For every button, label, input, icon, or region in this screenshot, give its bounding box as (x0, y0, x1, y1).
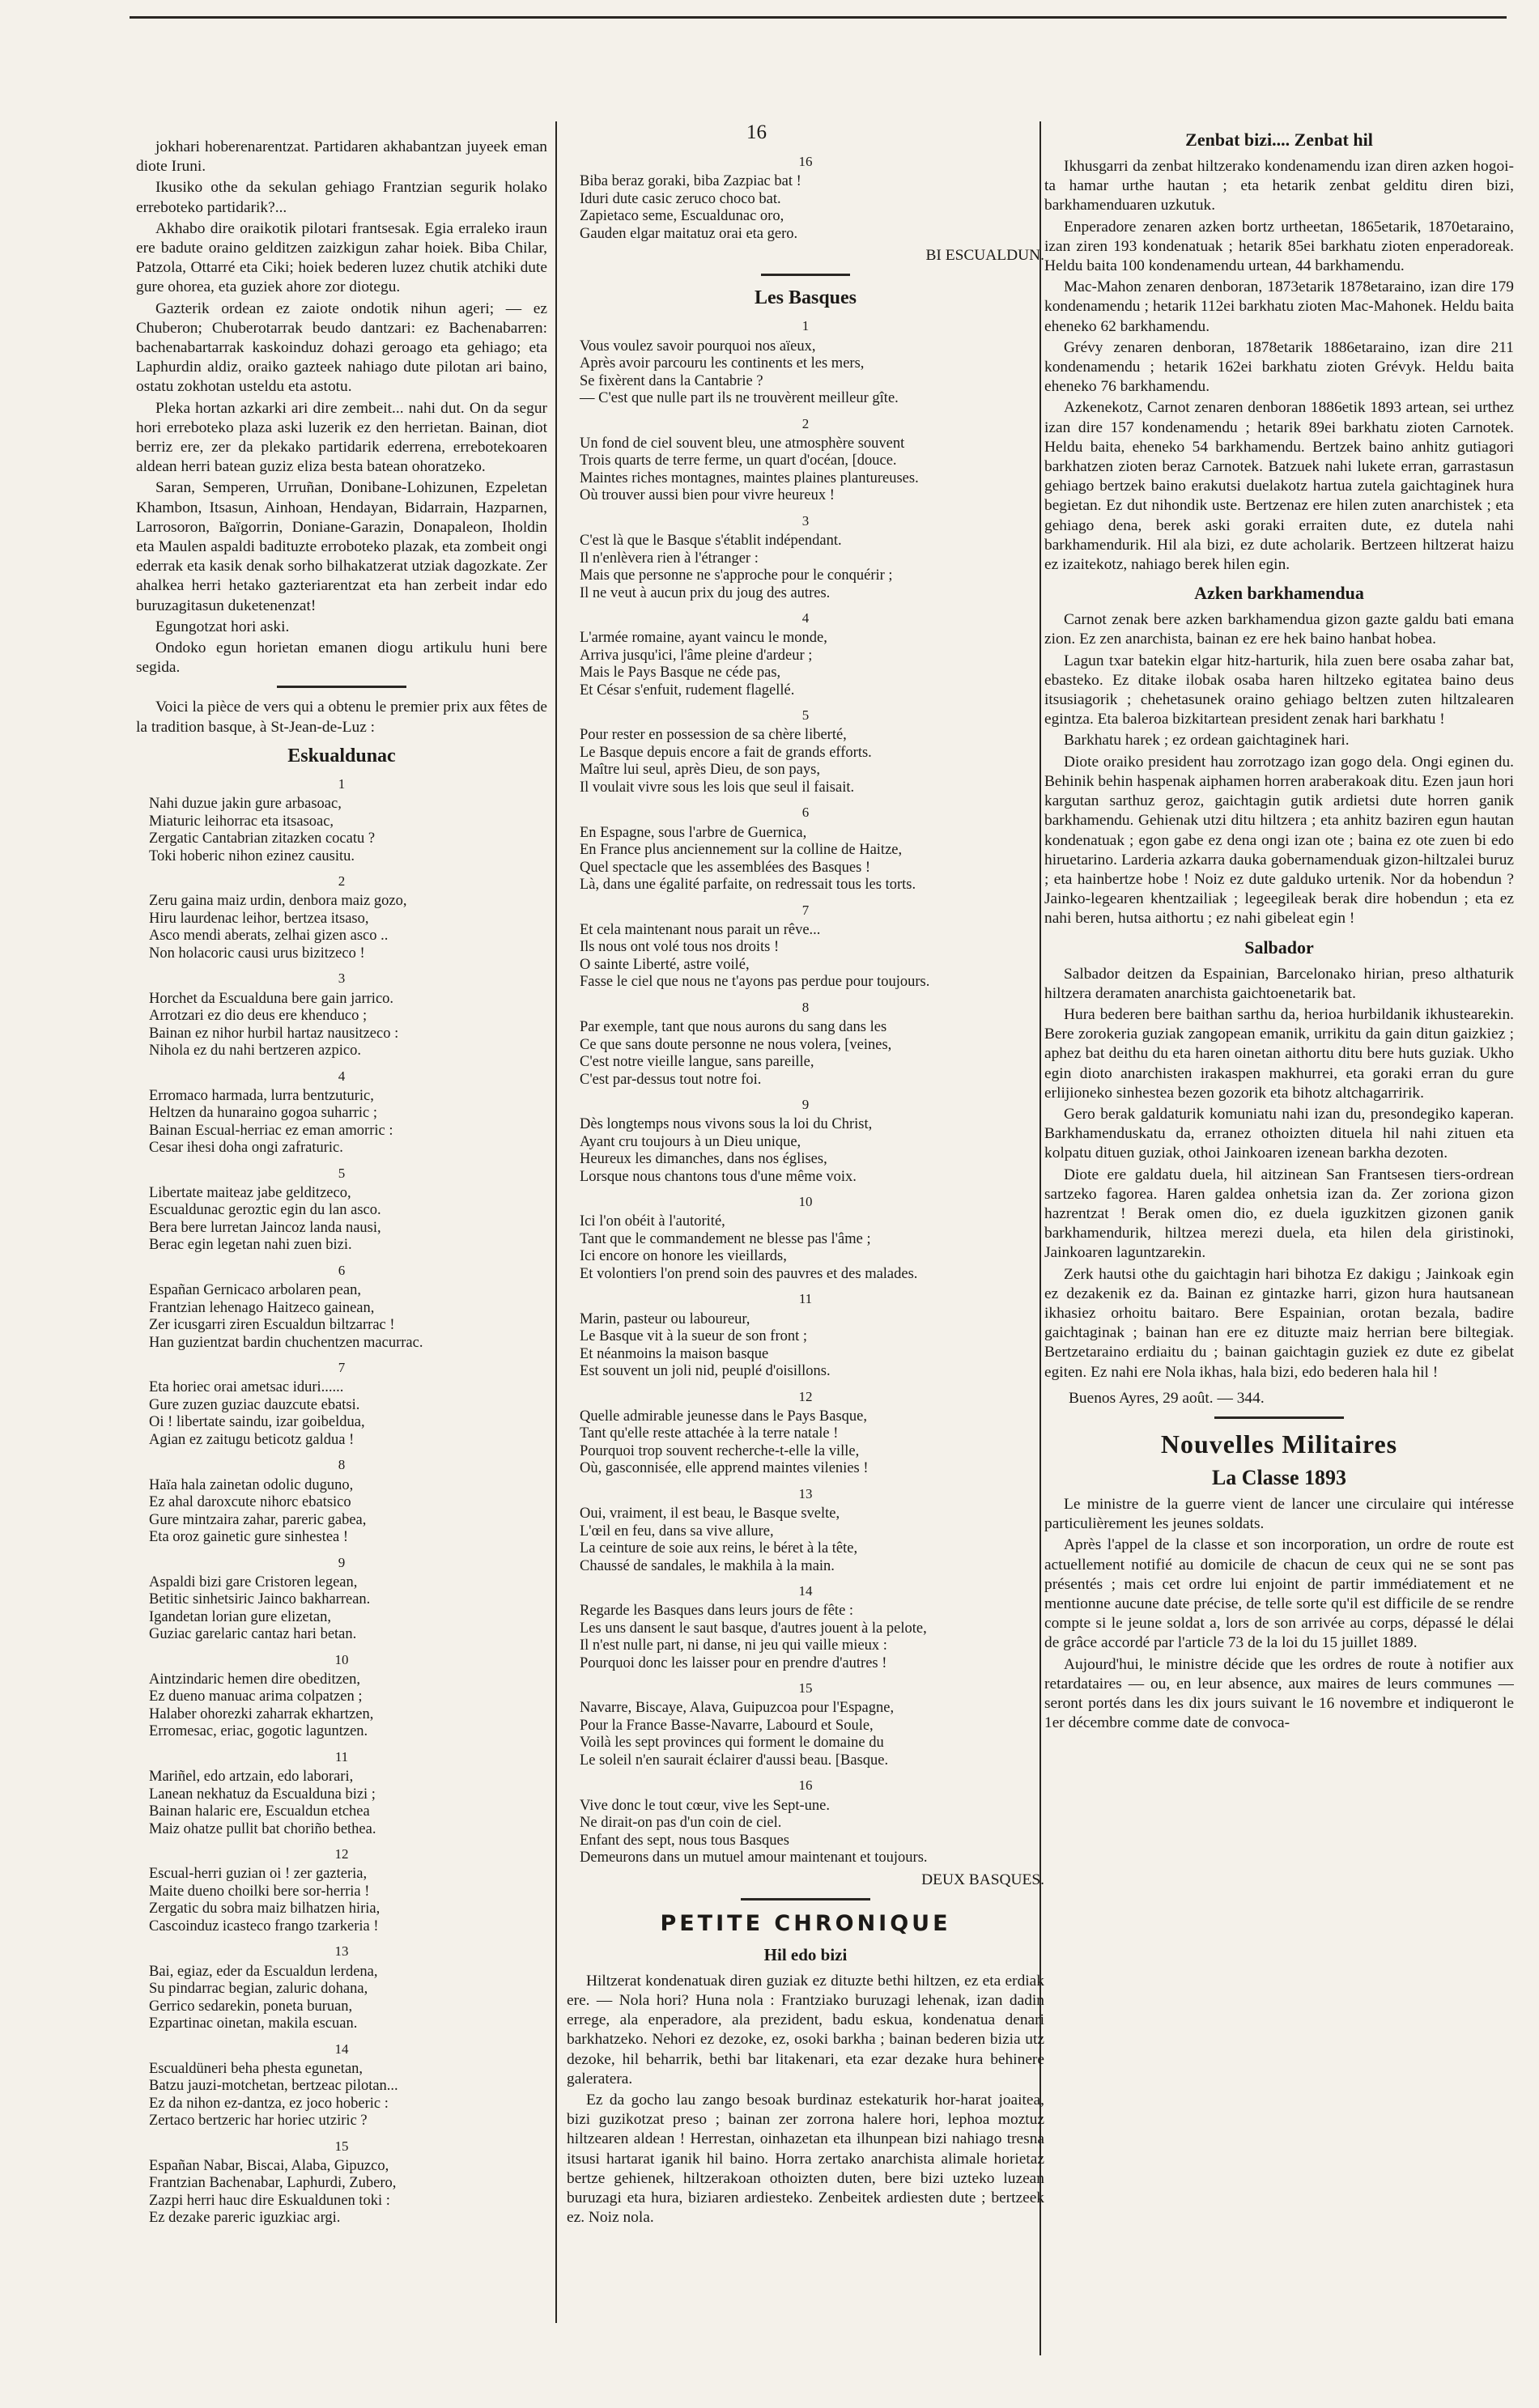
paragraph: Gazterik ordean ez zaiote ondotik nihun ageri; — ez Chuberon; Chuberotarrak beudo dantzari: ez Bachenabarren: bachenabartarrak kaskoinduz dohazi geroago eta gehiago; eta Laphurdin aldiz, oraiko gazteek nahiago dute pilotan ari baino, ostatu zokhotan usteldu eta astotu. (136, 299, 547, 396)
verse-line: Ez dezake pareric iguzkiac argi. (149, 2210, 341, 2227)
verse-line: Ici l'on obéit à l'autorité, (580, 1213, 725, 1230)
stanza-number: 6 (338, 1262, 346, 1278)
verse-line: C'est notre vieille langue, sans pareille, (580, 1054, 814, 1071)
stanza (136, 1748, 547, 1838)
stanza-number: 6 (801, 805, 810, 821)
stanza-number: 4 (801, 610, 810, 626)
verse-line: Le soleil n'en saurait éclairer d'aussi beau. [Basque. (580, 1752, 889, 1769)
verse-line: Gerrico sedarekin, poneta buruan, (149, 1998, 353, 2015)
basques-title: Les Basques (754, 287, 857, 309)
verse-line: Pourquoi donc les laisser pour en prendre d'autres ! (580, 1654, 887, 1671)
verse-line: Zapietaco seme, Escualdunac oro, (580, 208, 784, 225)
stanza (136, 775, 547, 865)
chronique-title: PETITE CHRONIQUE (660, 1910, 951, 1936)
paragraph: Enperadore zenaren azken bortz urtheetan, 1865etarik, 1870etaraino, izan ziren 193 kondenatuak ; hetarik 85ei barkhatu zioten enperadoreak. Heldu baita 100 kondenamendu urtean, 44 barkhamendu. (1044, 218, 1514, 275)
verse-line: Arrotzari ez dio deus ere khenduco ; (149, 1008, 368, 1024)
paragraph: Le ministre de la guerre vient de lancer une circulaire qui intéresse particulièrement les jeunes soldats. (1044, 1495, 1514, 1533)
stanza (136, 1164, 547, 1255)
verse-line: Frantzian lehenago Haitzeco gainean, (149, 1299, 375, 1316)
basques-stanzas (567, 316, 1044, 1867)
verse-line: L'armée romaine, ayant vaincu le monde, (580, 630, 827, 647)
stanza-number: 2 (338, 873, 346, 890)
verse-line: L'œil en feu, dans sa vive allure, (580, 1523, 774, 1540)
verse-line: C'est par-dessus tout notre foi. (580, 1071, 762, 1088)
verse-line: Guziac garelaric cantaz hari betan. (149, 1626, 357, 1643)
paragraph: Zerk hautsi othe du gaichtagin hari bihotza Ez dakigu ; Jainkoak egin ez dezakenik ez da. Bainan ez gintazke harri, gizon hura hautsanean ikhasiez orhoitu baitaro. Bere Espainian, orotan bezala, badire gaichtaginak ; bainan han ere ez dituzte maiz herrian bere biltegiak. Bertzetaraino erdiaitu du ; bainan gaichtagin guziek ez dute ez gibelat egiten. Ez nahi ere Nola ikhas, hala bizi, edo bederen hala hil ! (1044, 1265, 1514, 1381)
paragraph: Hiltzerat kondenatuak diren guziak ez dituzte bethi hiltzen, ez eta erdiak ere. — Nola hori? Huna nola : Frantziako buruzagi lehenak, izan dadin errege, ala enperadore, ala prezident, badu eskua, kondenatua denari barkhatzeko. Nehori ez dezoke, ez, osoki barkha ; bainan bederen bizia utz dezoke, hil beharrik, bethi bar litakenari, eta ezar dezake hura behinere galeratera. (567, 1972, 1044, 2087)
verse-line: Tant qu'elle reste attachée à la terre natale ! (580, 1425, 839, 1442)
stanza (567, 1192, 1044, 1283)
verse-line: Españan Nabar, Biscai, Alaba, Gipuzco, (149, 2157, 389, 2174)
verse-line: Marin, pasteur ou laboureur, (580, 1310, 750, 1327)
verse-line: Maître lui seul, après Dieu, de son pays, (580, 762, 820, 779)
verse-line: Su pindarrac begian, zaluric dohana, (149, 1981, 368, 1998)
verse-line: Frantzian Bachenabar, Laphurdi, Zubero, (149, 2175, 397, 2192)
verse-line: Après avoir parcouru les continents et les mers, (580, 355, 865, 372)
stanza-number: 14 (798, 1583, 813, 1599)
verse-line: Zertaco bertzeric har horiec utziric ? (149, 2113, 368, 2130)
verse-line: Où, gasconnisée, elle apprend maintes vilenies ! (580, 1460, 869, 1477)
paragraph: Barkhatu harek ; ez ordean gaichtaginek hari. (1064, 732, 1350, 750)
section-title: Azken barkhamendua (1194, 583, 1364, 604)
paragraph: Diote oraiko president hau zorrotzago izan gogo dela. Ongi eginen du. Behinik behin haspenak aiphamen horren araberakoak ditu. Ezen jaun hori kargutan sarthuz geroz, gaichtagin gutik ardietsi dute horren ganik barkhamendu. Gehienak utzi ditu hiltzera ; eta anhitz baziren egun hautan kondenatuak ; egon gabe ez dena ongi izan ote ; baina ez ote zuen bi edo hiruetarino. Larderia azkarra dauka gobernamenduak gizon-hiltzalei buruz ; eta hainbertze hobe ! Noiz ez dute galduko urtenik. Nor da hobendun ? Jainko-legearen khentzailiak ; legeegileak berak dire hobendun ; eta ez nahi beren, hutsa aithortu ; ez nahi gibeleat egin ! (1044, 753, 1514, 928)
stanza-number: 16 (798, 1777, 813, 1794)
column-divider (555, 121, 557, 2323)
stanza-number: 7 (338, 1360, 346, 1376)
separator (277, 686, 406, 688)
verse-line: Escual-herri guzian oi ! zer gazteria, (149, 1866, 368, 1883)
poem-signature: BI ESCUALDUN. (925, 247, 1044, 265)
verse-line: Maite dueno choilki bere sor-herria ! (149, 1883, 370, 1900)
verse-line: Il n'enlèvera rien à l'étranger : (580, 550, 759, 567)
verse-line: Ce que sans doute personne ne nous volera, [veines, (580, 1036, 892, 1053)
verse-line: La ceinture de soie aux reins, le béret à la tête, (580, 1540, 858, 1557)
stanza-number: 9 (338, 1554, 346, 1570)
verse-line: Ayant cru toujours à un Dieu unique, (580, 1133, 801, 1150)
verse-line: Bera bere lurretan Jaincoz landa nausi, (149, 1219, 381, 1236)
verse-line: Bainan ez nihor hurbil hartaz nausitzeco : (149, 1025, 399, 1042)
verse-line: Le Basque vit à la sueur de son front ; (580, 1328, 808, 1345)
verse-line: C'est là que le Basque s'établit indépendant. (580, 533, 842, 550)
verse-line: Ez da nihon ez-dantza, ez joco hoberic : (149, 2095, 389, 2112)
stanza (567, 609, 1044, 699)
verse-line: Horchet da Escualduna bere gain jarrico. (149, 990, 394, 1007)
verse-line: Bai, egiaz, eder da Escualdun lerdena, (149, 1963, 378, 1980)
poem-stanzas (136, 775, 547, 2228)
verse-line: Oui, vraiment, il est beau, le Basque svelte, (580, 1506, 840, 1523)
stanza-number: 5 (801, 707, 810, 724)
verse-line: Zergatic du sobra maiz bilhatzen hiria, (149, 1900, 380, 1917)
stanza-number: 13 (334, 1943, 349, 1960)
verse-line: Nihola ez du nahi bertzeren azpico. (149, 1043, 361, 1059)
verse-line: Ils nous ont volé tous nos droits ! (580, 939, 780, 956)
verse-line: Quel spectacle que les assemblées des Basques ! (580, 859, 871, 876)
stanza-number: 10 (334, 1651, 349, 1667)
verse-line: Zergatic Cantabrian zitazken cocatu ? (149, 830, 376, 847)
verse-line: Demeurons dans un mutuel amour maintenant et toujours. (580, 1850, 928, 1867)
verse-line: Oi ! libertate saindu, izar goibeldua, (149, 1414, 365, 1431)
verse-line: Il ne veut à aucun prix du joug des autres. (580, 584, 831, 601)
verse-line: O sainte Liberté, astre voilé, (580, 956, 750, 973)
verse-line: Arriva jusqu'ici, l'âme pleine d'ardeur ; (580, 647, 813, 664)
verse-line: Pourquoi trop souvent recherche-t-elle la ville, (580, 1442, 860, 1459)
verse-line: Mais que personne ne s'approche pour le conquérir ; (580, 567, 893, 584)
column-2 (567, 146, 1044, 2299)
stanza-number: 2 (801, 415, 810, 431)
verse-line: Erromesac, eriac, gogotic laguntzen. (149, 1723, 368, 1740)
stanza (567, 1387, 1044, 1478)
stanza (136, 1067, 547, 1157)
section-text (1044, 610, 1514, 928)
verse-line: Haïa hala zainetan odolic duguno, (149, 1476, 354, 1493)
paragraph: Akhabo dire oraikotik pilotari frantsesak. Egia erraleko iraun ere badute oraino gelditzen zaizkigun zahar hoiek. Biba Chilar, Patzola, Ottarré eta Ciki; hoiek bederen luzez chutik atchiki dute gure ohorea, eta guziek ahore zor diotegu. (136, 219, 547, 296)
verse-line: Vous voulez savoir pourquoi nos aïeux, (580, 338, 816, 355)
verse-line: Escualdunac geroztic egin du lan asco. (149, 1202, 381, 1219)
stanza (136, 872, 547, 962)
stanza-number: 11 (334, 1748, 349, 1765)
stanza-number: 4 (338, 1068, 346, 1084)
verse-line: Igandetan lorian gure elizetan, (149, 1608, 331, 1625)
verse-line: Heureux les dimanches, dans nos églises, (580, 1151, 827, 1168)
stanza (136, 1261, 547, 1352)
verse-line: Un fond de ciel souvent bleu, une atmosphère souvent (580, 435, 905, 452)
verse-line: Asco mendi aberats, zelhai gizen asco .. (149, 928, 389, 945)
verse-line: Bainan halaric ere, Escualdun etchea (149, 1803, 370, 1820)
verse-line: Fasse le ciel que nous ne t'ayons pas perdue pour toujours. (580, 974, 930, 991)
stanza (567, 1289, 1044, 1380)
paragraph: Gero berak galdaturik komuniatu nahi izan du, presondegiko kaperan. Barkhamenduskatu da, erranez othoizten dituela hil nahi zituen eta kolpatu dituen guziak, othoi Jainkoaren izenean barkha dezoten. (1044, 1105, 1514, 1162)
verse-line: Regarde les Basques dans leurs jours de fête : (580, 1603, 854, 1620)
stanza-number: 16 (798, 154, 813, 169)
verse-line: Betitic sinhetsiric Jainco bakharrean. (149, 1591, 371, 1608)
poem-title: Eskualdunac (287, 745, 396, 767)
verse-line: Ez dueno manuac arima colpatzen ; (149, 1688, 363, 1705)
stanza (567, 1484, 1044, 1575)
stanza-number: 8 (338, 1457, 346, 1473)
stanza-number: 14 (334, 2041, 349, 2057)
verse-line: Il n'est nulle part, ni danse, ni jeu qui vaille mieux : (580, 1637, 887, 1654)
verse-line: Heltzen da hunaraino gogoa suharric ; (149, 1105, 378, 1122)
verse-line: Est souvent un joli nid, peuplé d'oisillons. (580, 1363, 831, 1380)
stanza (567, 512, 1044, 602)
stanza-number: 10 (798, 1194, 813, 1210)
separator (1214, 1416, 1344, 1419)
column-3 (1044, 121, 1514, 2339)
verse-line: Chaussé de sandales, le makhila à la main. (580, 1557, 835, 1574)
paragraph: Salbador deitzen da Espainian, Barcelonako hirian, preso althaturik hiltzera deramaten anarchista gaichtoenetarik bat. (1044, 965, 1514, 1002)
verse-line: Mariñel, edo artzain, edo laborari, (149, 1769, 354, 1786)
verse-line: Le Basque depuis encore a fait de grands efforts. (580, 744, 872, 761)
section-text (1044, 157, 1514, 575)
verse-line: Libertate maiteaz jabe gelditzeco, (149, 1184, 351, 1201)
stanza (567, 414, 1044, 505)
verse-line: Iduri dute casic zeruco choco bat. (580, 190, 781, 207)
chronique-subtitle: Hil edo bizi (763, 1944, 848, 1964)
stanza-number: 13 (798, 1485, 813, 1501)
stanza-number: 9 (801, 1097, 810, 1113)
separator (741, 1898, 870, 1900)
verse-line: Se fixèrent dans la Cantabrie ? (580, 372, 763, 389)
paragraph: jokhari hoberenarentzat. Partidaren akhabantzan juyeek eman diote Iruni. (136, 138, 547, 176)
stanza (567, 803, 1044, 894)
verse-line: Han guzientzat bardin chuchentzen macurrac. (149, 1334, 423, 1351)
verse-line: Ezpartinac oinetan, makila escuan. (149, 2015, 358, 2032)
section-text (1044, 965, 1514, 1382)
verse-line: Lanean nekhatuz da Escualduna bizi ; (149, 1786, 376, 1803)
paragraph: Pleka hortan azkarki ari dire zembeit... nahi dut. On da segur hori erreboteko plaza aski luzerik ez den herrietan. Bainan, diot berriz ere, zer da plekako partidarik ederrena, errebotekoaren aldean herri batean guziz eliza besta batean ohoratzeko. (136, 399, 547, 476)
section-text (1044, 1495, 1514, 1733)
verse-line: Trois quarts de terre ferme, un quart d'océan, [douce. (580, 452, 897, 469)
verse-line: Eta horiec orai ametsac iduri...... (149, 1379, 344, 1396)
basques-signature: DEUX BASQUES. (921, 1871, 1044, 1888)
dateline: Buenos Ayres, 29 août. — 344. (1069, 1389, 1265, 1407)
verse-line: Cesar ihesi doha ongi zafraturic. (149, 1140, 343, 1157)
stanza-number: 3 (338, 970, 346, 987)
verse-line: Mais le Pays Basque ne céde pas, (580, 665, 781, 682)
verse-line: Toki hoberic nihon ezinez causitu. (149, 847, 355, 864)
page-number: 16 (746, 121, 767, 143)
verse-line: Enfant des sept, nous tous Basques (580, 1832, 789, 1849)
verse-line: Tant que le commandement ne blesse pas l'âme ; (580, 1230, 871, 1247)
verse-line: Hiru laurdenac leihor, bertzea itsaso, (149, 910, 369, 927)
verse-line: Zer icusgarri ziren Escualdun biltzarrac ! (149, 1317, 395, 1334)
verse-line: Berac egin legetan nahi zuen bizi. (149, 1237, 352, 1254)
verse-line: En Espagne, sous l'arbre de Guernica, (580, 824, 807, 841)
verse-line: Biba beraz goraki, biba Zazpiac bat ! (580, 173, 801, 190)
stanza-number: 11 (798, 1291, 813, 1307)
stanza-number: 5 (338, 1165, 346, 1181)
stanza-number: 12 (798, 1388, 813, 1404)
paragraph: Saran, Semperen, Urruñan, Donibane-Lohizunen, Ezpeletan Khambon, Itsasun, Ainhoan, Hendayan, Bidarrain, Hazparnen, Larrosoron, Baïgorrin, Doniane-Garazin, Donapaleon, Iholdin eta Maulen aspaldi badituzte erroboteko plazak, eta zombeit ongi ederrak eta kasik denak sorho bilhakatzerat utziak dagozkate. Zer ahalkea herri hetako gazteriarentzat eta han zerbeit indar edo buruzagitasun duketenenzat! (136, 479, 547, 614)
verse-line: Halaber ohorezki zaharrak ekhartzen, (149, 1705, 374, 1722)
stanza-number: 1 (801, 318, 810, 334)
verse-line: Gure mintzaira zahar, pareric gabea, (149, 1511, 367, 1528)
verse-line: Gauden elgar maitatuz orai eta gero. (580, 225, 798, 242)
stanza (136, 1942, 547, 2032)
paragraph: Azkenekotz, Carnot zenaren denboran 1886etik 1893 artean, sei urthez izan dire 157 kondenamendu ; hetarik 89ei barkhatu zioten Carnotek. Heldu baita, eheneko 54 barkhamendu. Bertzek baino anhitz gutiagori barkhatzen zioten beraz Carnotek. Batzuek nahi lukete erran, garrastasun gehiago bertzek baino erakutsi duelakotz hartua zutela gaichtaginek hura begietan. Ez dut nihondik uste. Bertzenaz ere hilen zuten anarchistek ; eta gehiago dena, berek aski goraki erraiten dute, ez dutela nahi barkhamendurik. Hil ala bizi, ez dute acholarik. Bertzeen hiltzerat haizu ez izaitekotz, nahiago berek hilen egin. (1044, 399, 1514, 574)
verse-line: Lorsque nous chantons tous d'une même voix. (580, 1168, 857, 1185)
verse-line: Là, dans une égalité parfaite, on redressait tous les torts. (580, 877, 916, 894)
stanza-number: 3 (801, 512, 810, 529)
verse-line: Gure zuzen guziac dauzcute ebatsi. (149, 1396, 360, 1413)
verse-line: Maintes riches montagnes, maintes plaines plantureuses. (580, 469, 919, 486)
verse-line: Escualdüneri beha phesta egunetan, (149, 2060, 363, 2077)
stanza-number: 1 (338, 775, 346, 792)
paragraph: Lagun txar batekin elgar hitz-harturik, hila zuen bere osaba zahar bat, ebasteko. Ez ditake ilobak osaba haren hiltzeko egitatea baino deus itsusiagorik ; chehetasunek oraino gehiago beltzen zuten hiltzalearen egintza. Eta baleroa bizkitartean president zenak hari barkhatu ! (1044, 652, 1514, 728)
stanza (567, 1679, 1044, 1769)
stanza (136, 1845, 547, 1935)
verse-line: Et volontiers l'on prend soin des pauvres et des malades. (580, 1265, 918, 1282)
verse-line: Où trouver aussi bien pour vivre heureux ! (580, 487, 835, 504)
stanza (567, 998, 1044, 1089)
stanza (136, 2040, 547, 2130)
stanza-number: 7 (801, 902, 810, 918)
stanza (567, 706, 1044, 796)
verse-line: Non holacoric causi urus bizitzeco ! (149, 945, 365, 962)
paragraph: Ondoko egun horietan emanen diogu artikulu huni bere segida. (136, 639, 547, 677)
verse-line: Les uns dansent le saut basque, d'autres jouent à la pelote, (580, 1620, 927, 1637)
section-title: Zenbat bizi.... Zenbat hil (1185, 130, 1373, 150)
stanza-number: 8 (801, 999, 810, 1015)
verse-line: Et César s'enfuit, rudement flagellé. (580, 682, 795, 699)
verse-line: Miaturic leihorrac eta itsasoac, (149, 813, 334, 830)
class-1893-title: La Classe 1893 (1211, 1465, 1347, 1489)
stanza (567, 1095, 1044, 1186)
verse-line: Zeru gaina maiz urdin, denbora maiz gozo, (149, 893, 407, 910)
verse-line: Aspaldi bizi gare Cristoren legean, (149, 1573, 358, 1590)
verse-line: Ez ahal daroxcute nihorc ebatsico (149, 1494, 351, 1511)
paragraph: Diote ere galdatu duela, hil aitzinean San Frantsesen tiers-ordrean sartzeko fagorea. Haren galdea onhetsia izan da. Zer zoriona gizon hazrentzat ! Berak omen dio, ez duela iguzkitzen gizonen ganik barkhamendurik, hiltzea merezi duela, eta hilen dela giristinoki, Jainkoaren laguntzarekin. (1044, 1166, 1514, 1262)
verse-line: Pour rester en possession de sa chère liberté, (580, 727, 847, 744)
verse-line: Par exemple, tant que nous aurons du sang dans les (580, 1019, 887, 1036)
verse-line: Españan Gernicaco arbolaren pean, (149, 1282, 361, 1299)
paragraph: Mac-Mahon zenaren denboran, 1873etarik 1878etaraino, izan dire 179 kondenamendu ; hetarik 112ei barkhatu zioten Mac-Mahonek. Heldu baita eheneko 62 barkhamendu. (1044, 278, 1514, 335)
verse-line: Pour la France Basse-Navarre, Labourd et Soule, (580, 1717, 874, 1734)
verse-line: Batzu jauzi-motchetan, bertzeac pilotan... (149, 2078, 398, 2095)
verse-line: — C'est que nulle part ils ne trouvèrent meilleur gîte. (580, 390, 899, 407)
basque-article (136, 138, 547, 677)
verse-line: Voilà les sept provinces qui forment le domaine du (580, 1735, 884, 1752)
stanza (136, 1358, 547, 1449)
verse-line: Bainan Escual-herriac ez eman amorric : (149, 1122, 393, 1139)
verse-line: Aintzindaric hemen dire obeditzen, (149, 1671, 360, 1688)
stanza (136, 1650, 547, 1741)
stanza (567, 901, 1044, 992)
stanza-number: 15 (334, 2138, 349, 2154)
military-news-title: Nouvelles Militaires (1160, 1429, 1398, 1459)
verse-line: Navarre, Biscaye, Alava, Guipuzcoa pour l'Espagne, (580, 1700, 895, 1717)
stanza (136, 969, 547, 1060)
paragraph: Grévy zenaren denboran, 1878etarik 1886etaraino, izan dire 211 kondenamendu ; hetarik 162ei barkhatu zioten Grévyk. Heldu baita eheneko 76 barkhamendu. (1044, 338, 1514, 396)
verse-line: Ne dirait-on pas d'un coin de ciel. (580, 1815, 782, 1832)
column-1 (136, 138, 547, 2363)
stanza (567, 316, 1044, 407)
top-rule (130, 16, 1507, 19)
verse-line: Dès longtemps nous vivons sous la loi du Christ, (580, 1116, 873, 1133)
stanza (567, 1776, 1044, 1867)
paragraph: Après l'appel de la classe et son incorporation, un ordre de route est actuellement notifié au domicile de chacun de ceux qui ne se sont pas présentés ; mais cet ordre lui enjoint de partir immédiatement et ne mentionne aucune date précise, de telle sorte qu'il est difficile de se rendre compte si le jeune soldat a, lors de son arrivée au corps, dépassé le délai de grâce accordé par l'article 73 de la loi du 15 juillet 1889. (1044, 1536, 1514, 1652)
paragraph: Carnot zenak bere azken barkhamendua gizon gazte galdu bati emana zion. Ez zen anarchista, bainan ez ere hek baino hanbat hobea. (1044, 611, 1514, 648)
verse-line: Et cela maintenant nous parait un rêve... (580, 921, 821, 938)
paragraph: Hura bederen bere baithan sarthu da, herioa hurbildanik ikhustearekin. Bere zorokeria guziak zangopean emanik, urrikitu da gain ditun gaizkiez ; aphez bat deithu du eta haren oinetan aithortu ditu bere huts guziak. Ukho egin dioto anarchisten irakaspen makhurrei, eta goraki erran du gure erlijioneko sinhestea bezen gozorik eta bihotz altchagarririk. (1044, 1005, 1514, 1102)
verse-line: Erromaco harmada, lurra bentzuturic, (149, 1087, 374, 1104)
verse-line: Eta oroz gainetic gure sinhestea ! (149, 1529, 349, 1546)
stanza-number: 15 (798, 1680, 813, 1697)
paragraph: Ikusiko othe da sekulan gehiago Frantzian segurik holako erreboteko partidarik?... (136, 179, 547, 216)
verse-line: Et néanmoins la maison basque (580, 1345, 769, 1362)
paragraph: Ez da gocho lau zango besoak burdinaz estekaturik hor-harat joaitea, bizi guzikotzat preso ; bainan zer zorrona halere hori, lephoa moztuz hiltzearen aldean ! Herrestan, oinhazetan eta ilhunpean bizi nahiago tresna itsusi hartarat iganik hil baino. Horra zertako anarchista alimale horietaz bertze gehienek, hiltzerakoan othoizten duten, bere bizi uzteko luzean buruzagi eta hura, biziaren ardiesteko. Zenbeitek ardiesten dute ; bertzeek ez. Noiz nola. (567, 2092, 1044, 2227)
section-title: Salbador (1244, 936, 1314, 958)
verse-line: Maiz ohatze pullit bat choriño bethea. (149, 1820, 376, 1837)
paragraph: Ikhusgarri da zenbat hiltzerako kondenamendu izan diren azken hogoi-ta hamar urthe hautan ; eta hetarik zenbat gelditu diren bizi, barkhamenduaren uzkutuk. (1044, 158, 1514, 214)
verse-line: Vive donc le tout cœur, vive les Sept-une. (580, 1797, 830, 1814)
verse-line: Zazpi herri hauc dire Eskualdunen toki : (149, 2192, 390, 2209)
verse-line: Quelle admirable jeunesse dans le Pays Basque, (580, 1408, 867, 1425)
verse-line: Cascoinduz icasteco frango tzarkeria ! (149, 1917, 379, 1934)
stanza (567, 1582, 1044, 1672)
paragraph: Aujourd'hui, le ministre décide que les ordres de route à notifier aux retardataires — ou, en leur absence, aux maires de leurs communes — seront portés dans les dix jours suivant le 16 novembre et indiqueront le 1er décembre comme date de convoca- (1044, 1655, 1514, 1732)
stanza (136, 1553, 547, 1644)
verse-line: Nahi duzue jakin gure arbasoac, (149, 796, 342, 813)
poem-final-stanza (567, 152, 1044, 243)
poem-intro: Voici la pièce de vers qui a obtenu le premier prix aux fêtes de la tradition basque, à St-Jean-de-Luz : (136, 699, 547, 736)
paragraph: Egungotzat hori aski. (155, 618, 290, 635)
verse-line: En France plus anciennement sur la colline de Haitze, (580, 842, 903, 859)
stanza (567, 152, 1044, 243)
chronique-text (567, 1972, 1044, 2228)
separator (761, 274, 850, 276)
verse-line: Ici encore on honore les vieillards, (580, 1248, 787, 1265)
verse-line: Agian ez zaitugu beticotz galdua ! (149, 1431, 355, 1448)
stanza (136, 2137, 547, 2228)
verse-line: Il voulait vivre sous les lois que seul il faisait. (580, 779, 855, 796)
stanza-number: 12 (334, 1846, 349, 1862)
stanza (136, 1455, 547, 1546)
